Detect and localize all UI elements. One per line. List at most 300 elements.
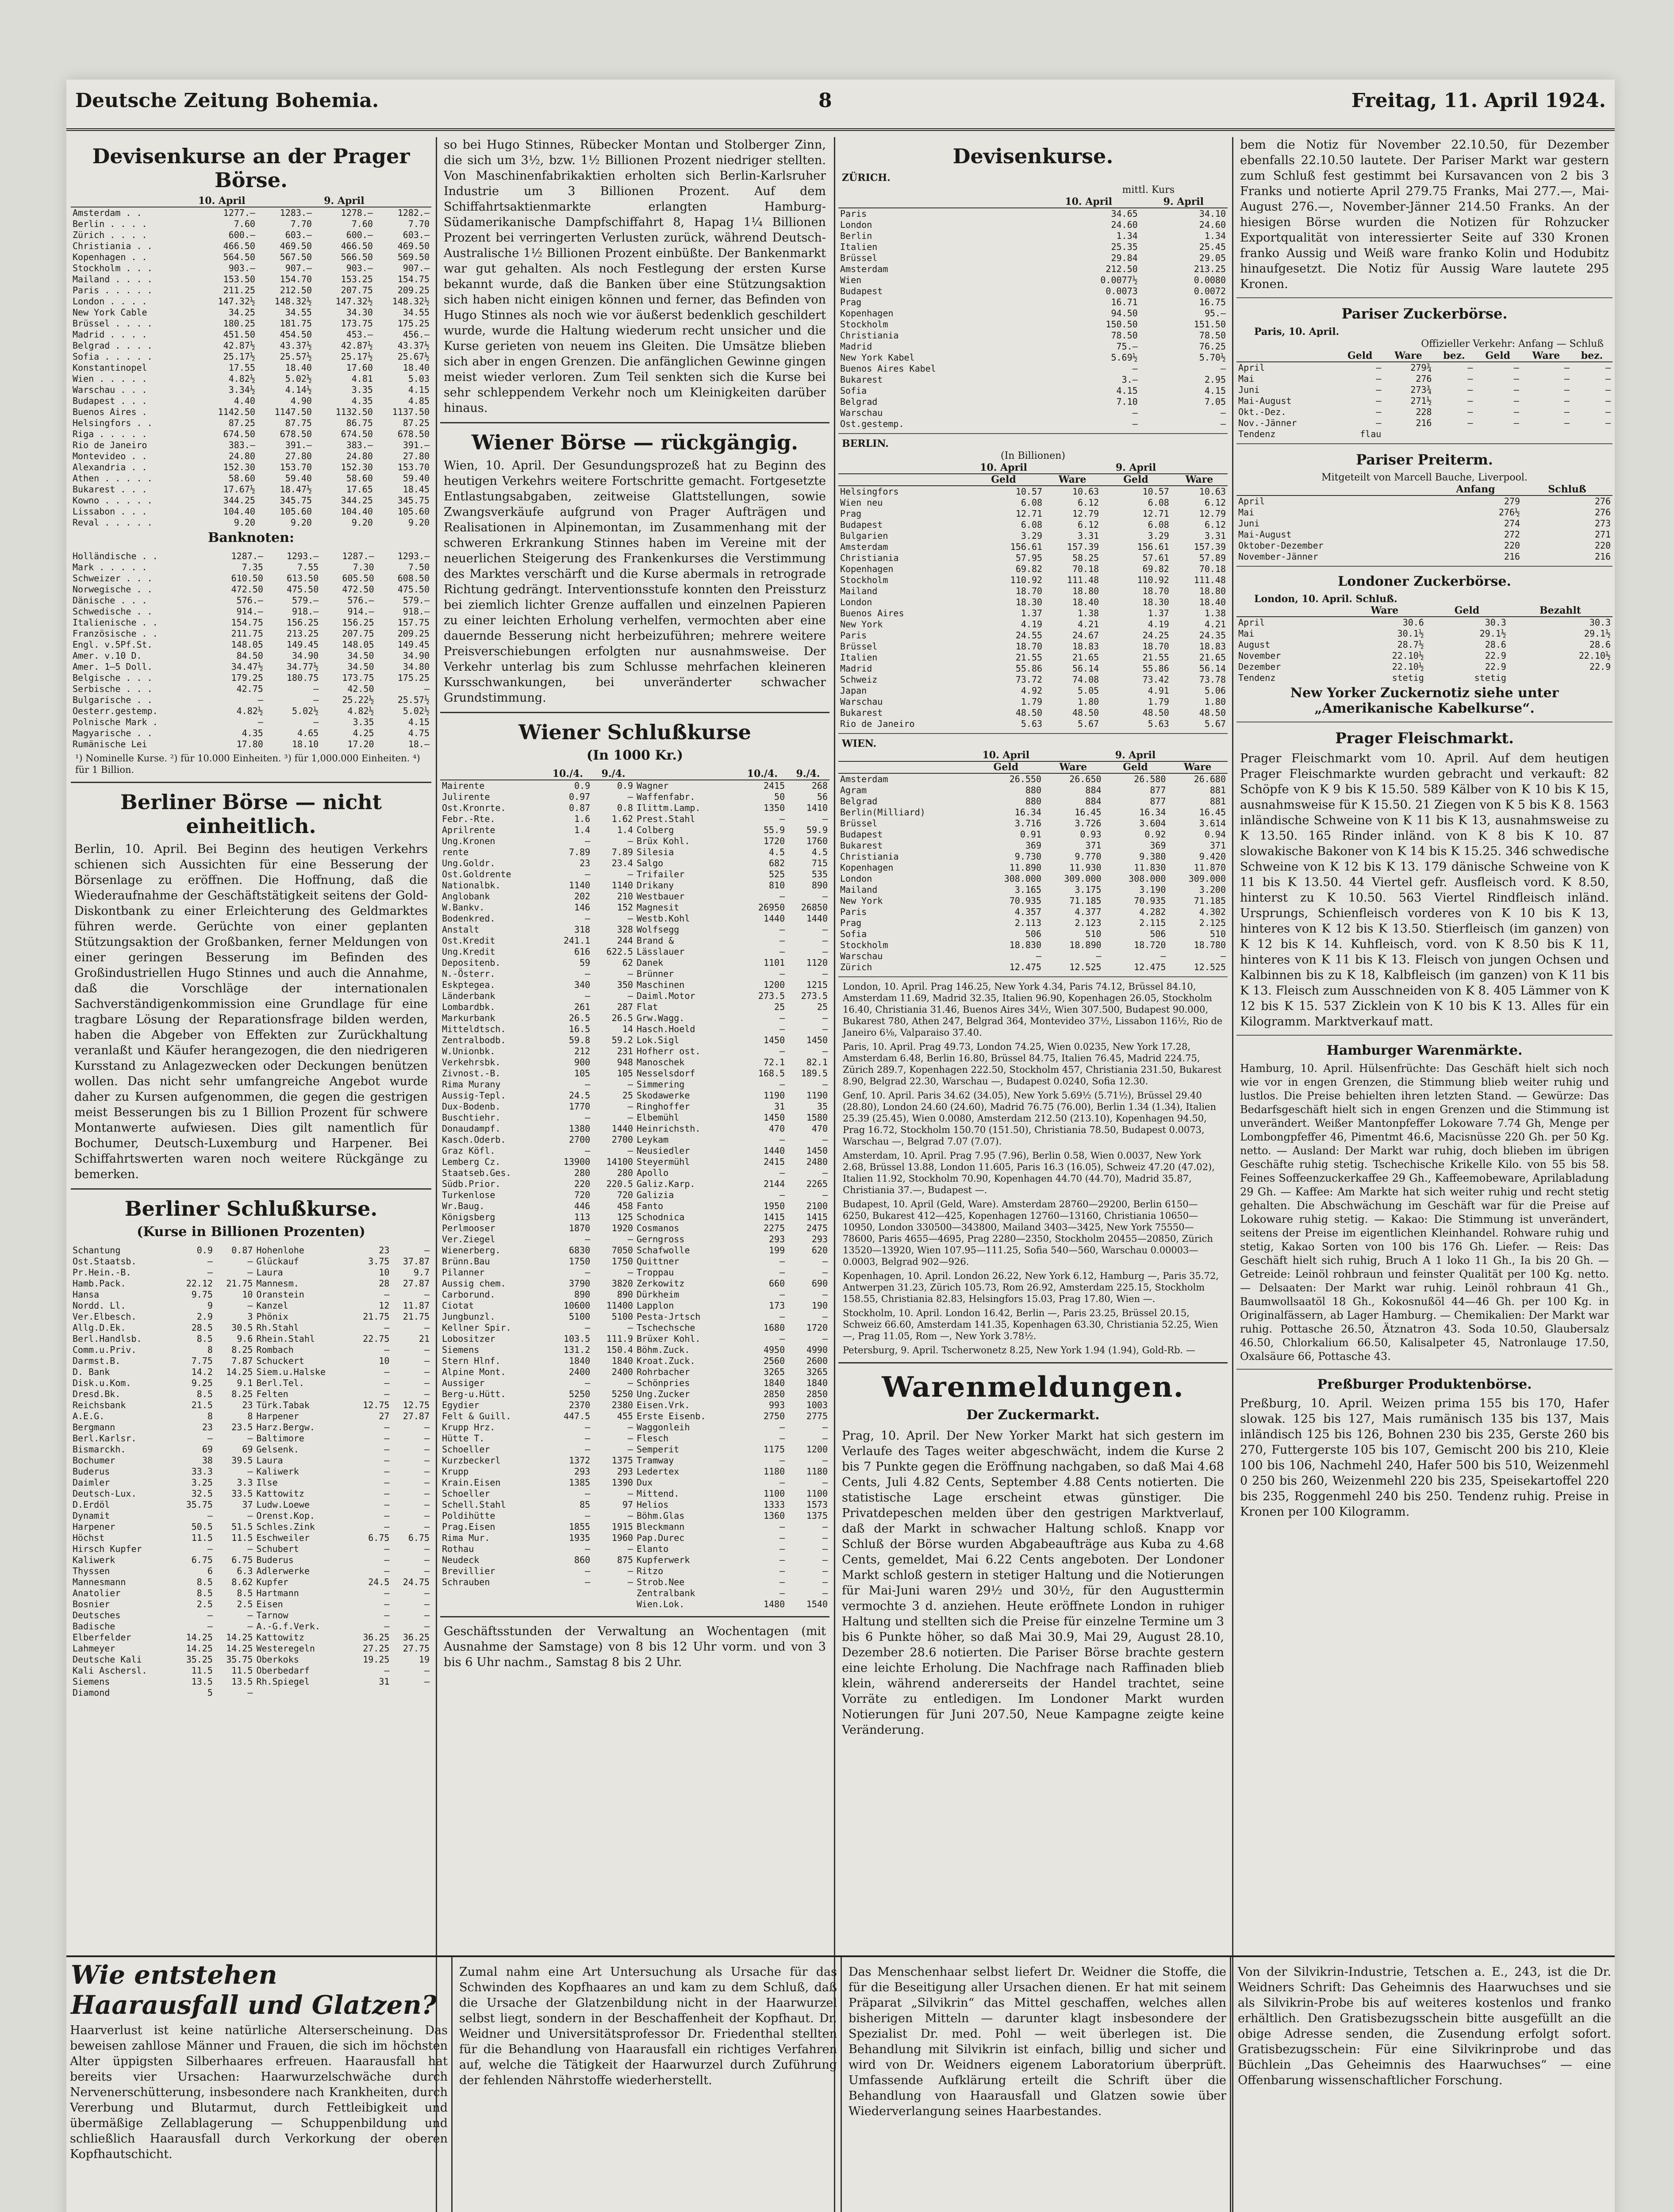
table-cell: 1840 (569, 1356, 591, 1366)
table-header-cell (838, 462, 963, 474)
table-cell: 1287.— (342, 551, 374, 561)
table-cell: 0.0080 (1194, 275, 1226, 285)
table-cell: — (627, 1145, 633, 1156)
table-cell: 26.5 (611, 1013, 633, 1023)
berlin-continued-text: so bei Hugo Stinnes, Rübecker Montan und Stolberger Zinn, die sich um 3½, bzw. 1½ Billionen Prozent niedriger stellten. Von Maschinenfabrikaktien erholten sich Berlin-Karlsruher Industrie um 3 Billionen Prozent. Auf dem Schiffahrtsaktienmarkte erlangten Hamburg-Südamerikanische Dampfschiffahrt 8, Hapag 1¼ Billionen Prozent bei verringerten Verlusten zurück, während Deutsch-Australische 1½ Billionen Prozent einbüßte. Der Bankenmarkt war gut gehalten. Als noch Festlegung der ersten Kurse bekannt wurde, daß die Banken über eine Stützungsaktion sich haben nicht einigen können und ferner, das Befinden von Hugo Stinnes als noch wie vor äußerst bedenklich geschildert wurde, wurde die Haltung wiederum recht unsicher und die Kurse gerieten von neuem ins Gleiten. Die Umsätze blieben sich aber in engen Grenzen. Die anfänglichen Gewinne gingen meist wieder verloren. Zum Teil senkten sich die Kurse bei sehr schleppendem Verkehr noch um Kleinigkeiten darüber hinaus. (444, 138, 826, 415)
table-cell: Hasch.Hoeld (636, 1024, 695, 1034)
table-row (440, 913, 829, 924)
table-cell: 78.50 (1111, 330, 1138, 341)
table-cell: 149.45 (397, 639, 430, 650)
table-row (838, 264, 1228, 275)
table-cell: — (424, 1676, 430, 1687)
table-row (440, 979, 829, 991)
table-row (71, 617, 431, 628)
table-cell: — (1376, 384, 1382, 395)
table-cell: 57.89 (1199, 553, 1226, 563)
table-cell: 720 (574, 1190, 591, 1200)
table-cell: Flesch (636, 1433, 669, 1444)
table-cell: Lombardbk. (442, 1002, 495, 1012)
table-cell: 0.0073 (1106, 286, 1138, 296)
table-cell: — (1605, 407, 1611, 417)
table-header-cell: Ware (1383, 350, 1433, 362)
table-cell: 3.726 (1075, 818, 1102, 829)
table-cell: Febr.-Rte. (442, 814, 495, 824)
table-cell: — (424, 1555, 430, 1565)
table-cell: Grw.Wagg. (636, 1013, 685, 1023)
table-cell: — (1605, 396, 1611, 406)
table-cell: 2.123 (1075, 918, 1102, 928)
table-cell: 35.75 (226, 1654, 253, 1665)
table-cell: 877 (1150, 796, 1166, 806)
table-cell: 271½ (1410, 396, 1432, 406)
table-cell: — (384, 1444, 390, 1455)
table-cell: — (627, 1433, 633, 1444)
table-cell: Mairente (442, 780, 485, 791)
table-cell: 1.34 (1204, 230, 1226, 241)
table-cell: 1293.— (286, 551, 319, 561)
table-cell: 34.47½ (231, 661, 263, 672)
table-cell: 22.9 (1589, 661, 1611, 672)
ad-text-1: Haarverlust ist keine natürliche Alterserscheinung. Das beweisen zahllose Männer und Frauen, die sich im höchsten Alter üppigsten Silberhaares erfreuen. Haarausfall hat bereits vier Ursachen: Haarwurzelschwäche durch Nervenerschütterung, insbesondere nach Krankheiten, durch Vererbung und Blutarmut, durch Fettleibigkeit und übermäßige Zellablagerung — Schuppenbildung und schließlich Haarausfall durch Verkorkung der oberen Kopfhautschicht. (70, 2024, 448, 2161)
table-cell: Rima Mur. (442, 1532, 490, 1543)
table-cell: 6.08 (1021, 497, 1043, 508)
table-cell: Zürich (840, 962, 872, 972)
table-cell: Wien (840, 275, 862, 285)
table-cell: 94.50 (1111, 308, 1138, 319)
table-cell: 17.20 (347, 739, 374, 749)
table-cell: Elbemühl (636, 1112, 680, 1123)
table-cell: Harz.Bergw. (256, 1422, 315, 1432)
table-cell: 877 (1150, 785, 1166, 795)
table-cell: — (424, 1344, 430, 1355)
table-cell: 26950 (758, 902, 785, 913)
table-cell: — (257, 695, 263, 705)
table-cell: — (585, 1577, 591, 1587)
table-cell: Brüxer Kohl. (636, 1333, 701, 1344)
table-cell: 103.5 (563, 1333, 591, 1344)
table-cell: Neusiedler (636, 1145, 690, 1156)
table-cell: 9.20 (351, 517, 373, 528)
table-cell: — (424, 1422, 430, 1432)
table-cell: Belgische . . . (73, 672, 153, 683)
table-row (838, 486, 1228, 497)
table-cell: Südb.Prior. (442, 1179, 501, 1189)
table-cell: Anglobank (442, 891, 490, 902)
table-cell: Westbauer (636, 891, 685, 902)
table-header-cell: Geld (963, 474, 1044, 486)
table-cell: 23.5 (231, 1422, 253, 1432)
table-cell: 2.95 (1204, 374, 1226, 385)
table-cell: 466.50 (341, 241, 373, 251)
table-cell (1571, 429, 1613, 440)
table-cell: 918.— (403, 606, 430, 617)
table-row (838, 319, 1228, 330)
table-cell: Lok.Sigl (636, 1035, 680, 1045)
table-row (838, 242, 1228, 253)
table-cell: Kattowitz (256, 1632, 304, 1643)
table-cell: Stern Hlnf. (442, 1356, 501, 1366)
table-cell: — (384, 1566, 390, 1576)
table-cell: 8 (207, 1411, 213, 1421)
table-cell: 1450 (763, 1112, 785, 1123)
table-cell: — (627, 1322, 633, 1333)
table-cell: 8.5 (196, 1333, 213, 1344)
table-row (838, 951, 1228, 962)
table-cell: 21 (418, 1333, 430, 1344)
table-cell: 12.79 (1072, 508, 1099, 519)
table-cell: 16.75 (1199, 297, 1226, 307)
berlin-unit: (In Billionen) (1001, 450, 1065, 461)
table-row (71, 440, 431, 451)
table-cell: Baltimore (256, 1433, 304, 1444)
table-row (71, 1676, 431, 1687)
table-cell: A.E.G. (73, 1411, 105, 1421)
table-cell: Dürkheim (636, 1289, 680, 1300)
table-row (71, 628, 431, 639)
table-row (71, 739, 431, 750)
table-cell: 3.25 (191, 1477, 213, 1488)
table-cell: — (822, 935, 828, 946)
table-cell: 25.35 (1111, 242, 1138, 252)
table-cell: Lässlauer (636, 946, 685, 957)
table-cell: Prest.Stahl (636, 814, 695, 824)
table-cell: — (247, 1433, 253, 1444)
table-cell: — (424, 1433, 430, 1444)
table-row (71, 706, 431, 717)
table-cell: — (822, 1134, 828, 1145)
table-cell: 16.5 (569, 1024, 591, 1034)
table-cell: 12.75 (403, 1400, 430, 1410)
table-row (838, 253, 1228, 264)
table-header-cell (838, 474, 963, 486)
table-cell: — (1467, 396, 1473, 406)
table-cell: — (1376, 362, 1382, 373)
table-cell: 948 (617, 1057, 633, 1068)
table-row (440, 847, 829, 858)
table-cell: 8.5 (196, 1588, 213, 1598)
table-cell: — (247, 1621, 253, 1632)
table-cell: Quittner (636, 1256, 680, 1267)
table-cell: 1720 (806, 1322, 828, 1333)
table-cell: 2265 (806, 1179, 828, 1189)
table-cell: 1180 (763, 1466, 785, 1477)
table-cell: 95.— (1204, 308, 1226, 319)
table-cell: 1190 (763, 1090, 785, 1101)
table-cell: 78.50 (1199, 330, 1226, 341)
table-cell: 17.80 (236, 739, 263, 749)
table-cell: 279¾ (1410, 362, 1432, 373)
table-cell: 6.12 (1078, 497, 1099, 508)
table-row (71, 1488, 431, 1499)
table-cell: 21.5 (191, 1400, 213, 1410)
table-cell: Madrid (840, 341, 872, 352)
table-cell: 12.71 (1015, 508, 1043, 519)
table-cell: — (627, 1510, 633, 1521)
table-cell: 199 (769, 1245, 785, 1256)
table-cell: 3.29 (1021, 530, 1043, 541)
table-cell: 3.716 (1014, 818, 1042, 829)
table-cell: 25.45 (1199, 242, 1226, 252)
table-row (71, 296, 431, 307)
table-cell: Länderbank (442, 991, 495, 1001)
table-row (71, 639, 431, 650)
table-header-cell: Anfang (1429, 484, 1522, 495)
table-cell: 18.30 (1015, 597, 1043, 607)
table-cell: 1140 (569, 880, 591, 891)
table-cell: Schubert (256, 1544, 299, 1554)
table-cell: — (779, 1046, 785, 1056)
table-cell: Zentralbodb. (442, 1035, 506, 1045)
table-cell: 105 (574, 1068, 591, 1079)
table-cell: 510 (1085, 929, 1102, 939)
table-cell: 16.34 (1014, 807, 1042, 818)
table-cell: Strob.Nee (636, 1577, 685, 1587)
table-row (71, 1510, 431, 1521)
table-cell: — (1605, 384, 1611, 395)
table-cell: 18.780 (1194, 940, 1226, 950)
table-header-cell: 10. April (969, 750, 1043, 761)
london-sugar-table (1236, 605, 1613, 684)
table-cell: 73.78 (1199, 674, 1226, 685)
table-cell: 9.1 (237, 1378, 253, 1388)
table-cell: 4.15 (408, 717, 430, 727)
table-row (71, 1333, 431, 1344)
table-cell: Westeregeln (256, 1643, 315, 1654)
table-cell: 6.12 (1204, 497, 1226, 508)
table-cell: 153.70 (397, 462, 430, 472)
table-cell: Buderus (73, 1466, 110, 1477)
table-cell: 31 (379, 1676, 390, 1687)
table-header-cell: Geld (1101, 474, 1171, 486)
table-cell: 2.9 (196, 1311, 213, 1322)
table-cell: 9.7 (413, 1267, 430, 1278)
table-cell: Mai (1238, 628, 1255, 639)
table-cell: — (585, 913, 591, 924)
table-cell: 6.12 (1078, 519, 1099, 530)
table-cell: 1.34 (1116, 230, 1138, 241)
ad-headline: Wie entstehen Haarausfall und Glatzen? (71, 1960, 437, 2020)
table-cell: 7.50 (408, 562, 430, 572)
table-cell: 150.50 (1106, 319, 1138, 330)
table-cell: — (1376, 407, 1382, 417)
table-cell: Amsterdam (840, 264, 888, 274)
ad-column-3 (845, 1957, 1231, 2212)
table-cell: 173.75 (342, 672, 374, 683)
table-cell: Kaliwerk (256, 1466, 299, 1477)
table-row (71, 1544, 431, 1555)
table-cell: — (384, 1289, 390, 1300)
table-cell: 1375 (806, 1510, 828, 1521)
table-cell: 1.38 (1204, 608, 1226, 618)
table-cell: Brünner (636, 968, 674, 979)
table-cell: 105.60 (397, 506, 430, 517)
table-cell: — (1564, 362, 1570, 373)
table-cell: Simmering (636, 1079, 685, 1090)
table-cell: — (207, 1621, 213, 1632)
table-cell: Rima Murany (442, 1079, 501, 1090)
table-cell: 1.80 (1078, 696, 1099, 707)
table-row (838, 208, 1228, 219)
table-cell: 22.75 (363, 1333, 390, 1344)
table-cell: 1540 (806, 1599, 828, 1609)
table-cell: 456.— (403, 329, 430, 340)
table-row (838, 608, 1228, 619)
table-cell: 2100 (806, 1201, 828, 1211)
column-vienna-exchange (440, 137, 829, 1947)
issue-date: Freitag, 11. April 1924. (1351, 89, 1606, 112)
table-cell: Budapest (840, 829, 883, 840)
table-cell: — (424, 1466, 430, 1477)
table-row (71, 661, 431, 672)
table-cell: Harpener (73, 1521, 115, 1532)
table-cell: Schwedische . . (73, 606, 153, 617)
table-cell: 131.2 (563, 1344, 591, 1355)
table-header-cell (1236, 350, 1337, 362)
table-cell: — (822, 814, 828, 824)
table-row (838, 530, 1228, 541)
table-cell: 18.— (408, 739, 430, 749)
table-cell: 2.125 (1199, 918, 1226, 928)
table-cell: 273 (1594, 518, 1611, 529)
table-cell: 472.50 (231, 584, 263, 595)
table-cell: Mailand (840, 586, 878, 596)
prague-rates-table (71, 196, 431, 528)
table-cell: Wien . . . . . (73, 373, 147, 384)
table-row (440, 1013, 829, 1024)
table-cell: 903.— (228, 263, 255, 273)
table-cell: 1840 (611, 1356, 633, 1366)
table-cell: Depositenb. (442, 957, 501, 968)
table-cell: Markurbank (442, 1013, 495, 1023)
table-cell: 268 (811, 780, 828, 791)
table-cell: Paris (840, 208, 867, 219)
table-cell: Berlin(Milliard) (840, 807, 925, 818)
table-row (440, 1433, 829, 1444)
table-cell: Rothau (442, 1544, 474, 1554)
table-row (838, 575, 1228, 586)
table-cell: Schrauben (442, 1577, 490, 1587)
table-cell: Zivnost.-B. (442, 1068, 501, 1079)
table-row (440, 1190, 829, 1201)
table-cell: 907.— (285, 263, 312, 273)
table-cell: Kellner Spir. (442, 1322, 511, 1333)
table-cell: 0.97 (569, 791, 591, 802)
table-cell: 4.21 (1204, 619, 1226, 630)
table-cell: Poldihütte (442, 1510, 495, 1521)
table-cell: 4.81 (351, 373, 373, 384)
table-cell: 4.21 (1078, 619, 1099, 630)
table-cell: Zürich . . . . (73, 230, 147, 240)
table-header-cell (1167, 750, 1228, 761)
table-cell: 28.6 (1485, 639, 1506, 650)
table-cell: 4.5 (811, 847, 828, 857)
table-cell: — (585, 1444, 591, 1455)
table-cell: 105.60 (280, 506, 312, 517)
table-cell: 309.000 (1064, 873, 1102, 884)
table-cell: 59.40 (403, 473, 430, 484)
table-row (440, 1521, 829, 1532)
table-cell: 11.87 (403, 1300, 430, 1311)
table-cell: 875 (617, 1555, 633, 1565)
table-cell: 1287.— (231, 551, 263, 561)
table-cell: — (313, 717, 319, 727)
table-cell: Belgrad (840, 396, 878, 407)
table-cell: 2.5 (196, 1599, 213, 1609)
table-cell: — (779, 1134, 785, 1145)
table-row (1236, 661, 1613, 672)
table-cell: — (822, 1079, 828, 1090)
table-cell (1433, 429, 1474, 440)
table-header-cell (838, 196, 1038, 208)
table-cell: 1855 (569, 1521, 591, 1532)
table-cell: 1920 (611, 1223, 633, 1233)
table-cell: Rio de Janeiro (840, 718, 915, 729)
table-row (440, 946, 829, 957)
column-prague-exchange (71, 137, 431, 1947)
table-cell: Eisen (256, 1599, 283, 1609)
table-cell: 152 (617, 902, 633, 913)
table-cell: — (384, 1344, 390, 1355)
table-cell: Amsterdam (840, 541, 888, 552)
table-row (71, 1356, 431, 1367)
petersburg-rates: Petersburg, 9. April. Tscherwonetz 8.25, New York 1.94 (1.94), Gold-Rb. — (843, 1345, 1195, 1356)
table-cell: 26.680 (1194, 774, 1226, 784)
table-cell: 10 (379, 1356, 390, 1366)
table-cell: 9.20 (234, 517, 255, 528)
table-cell: London (840, 597, 872, 607)
table-cell (1521, 429, 1571, 440)
table-cell: 3.165 (1014, 884, 1042, 895)
table-row (71, 241, 431, 252)
table-cell: — (779, 1422, 785, 1432)
table-cell: — (1513, 384, 1519, 395)
table-cell: Fanto (636, 1201, 664, 1211)
table-row (838, 929, 1228, 940)
table-cell: 34.80 (403, 661, 430, 672)
table-cell: Kopenhagen (840, 862, 894, 873)
table-cell: 24.55 (1015, 630, 1043, 641)
table-row (440, 1577, 829, 1588)
table-header-cell (635, 768, 738, 780)
table-row (1236, 628, 1613, 639)
table-cell: 111.9 (606, 1333, 633, 1344)
table-cell: 21.65 (1072, 652, 1099, 663)
table-row (440, 902, 829, 913)
table-row (838, 773, 1228, 785)
table-cell: 5.69½ (1111, 352, 1138, 363)
table-cell: — (585, 1322, 591, 1333)
table-row (838, 564, 1228, 575)
table-cell (592, 1599, 635, 1610)
table-cell: Juni (1238, 518, 1260, 529)
table-cell: 4.377 (1075, 906, 1102, 917)
table-row (440, 791, 829, 803)
table-cell: 42.75 (236, 684, 263, 694)
table-cell: 4.91 (1148, 685, 1169, 696)
table-cell: 21.55 (1015, 652, 1043, 663)
table-cell: Madrid . . . . (73, 329, 147, 340)
table-cell: Sofia (840, 929, 867, 939)
table-cell: 890 (811, 880, 828, 891)
table-cell: — (585, 1510, 591, 1521)
table-cell: Laura (256, 1267, 283, 1278)
table-cell: Budapest (840, 286, 883, 296)
table-cell: 11.5 (231, 1665, 253, 1676)
table-cell: 59.40 (285, 473, 312, 484)
table-cell: 105 (617, 1068, 633, 1079)
table-cell: November (1238, 650, 1281, 661)
table-cell: 12 (379, 1300, 390, 1311)
